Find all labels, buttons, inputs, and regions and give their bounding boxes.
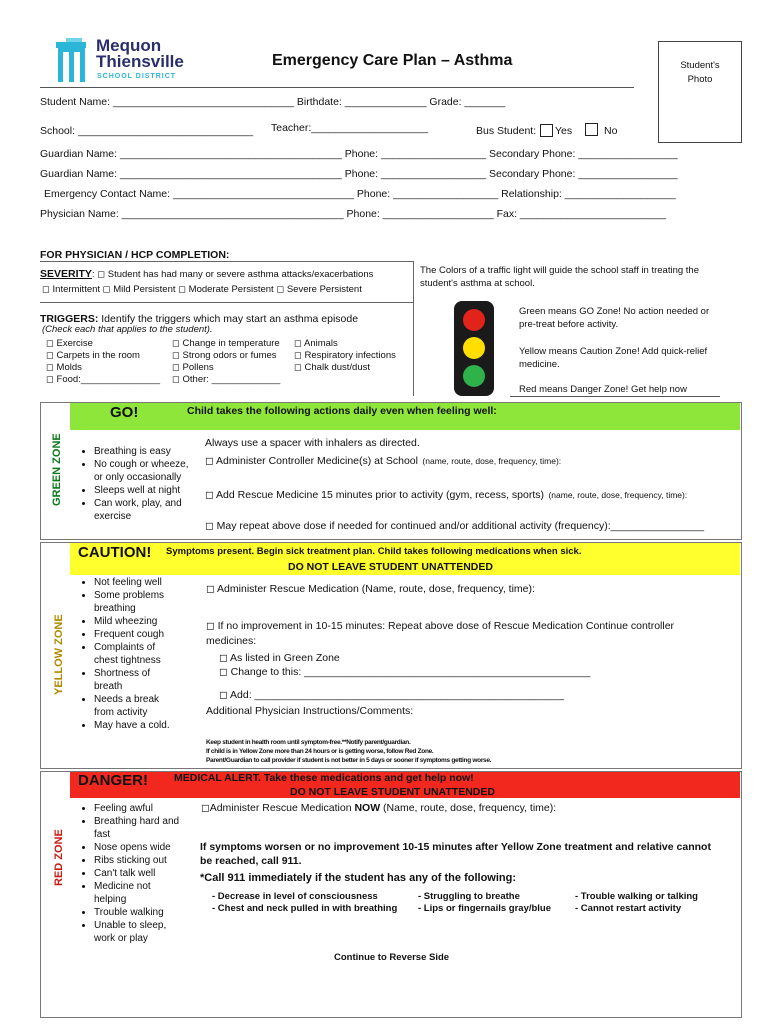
green-symptom-list (80, 445, 192, 523)
severity-text[interactable]: : ◻ Student has had many or severe asthma attacks/exacerbations (91, 269, 374, 280)
yellow-zone-title: CAUTION! (78, 544, 152, 561)
trigger-option[interactable]: ◻ Change in temperature (172, 338, 280, 349)
triggers-col-1 (46, 338, 160, 386)
traffic-red-text: Red means Danger Zone! Get help now (519, 384, 687, 395)
green-action-repeat[interactable]: ◻ May repeat above dose if needed for continued and/or additional activity (frequency):________________ (205, 520, 705, 532)
traffic-light-icon (454, 301, 494, 396)
trigger-option[interactable]: ◻ Animals (294, 338, 338, 349)
controller-note: (name, route, dose, frequency, time): (422, 456, 562, 466)
yellow-add-checkbox[interactable]: ◻ Add: _____________________________________________________ (219, 689, 565, 701)
trigger-option[interactable]: ◻ Food:_______________ (46, 374, 161, 385)
list-item: • Nose opens wide (94, 841, 185, 854)
list-item: • Can't talk well (94, 867, 185, 880)
list-item: • Breathing is easy (94, 445, 192, 458)
list-item: • Needs a break from activity (94, 693, 180, 719)
photo-label-1: Student's (680, 60, 720, 71)
bus-no-label: No (604, 125, 618, 137)
district-logo (52, 36, 192, 86)
list-item: • Some problems breathing (94, 589, 180, 615)
list-item: • Not feeling well (94, 576, 180, 589)
green-light (463, 365, 485, 387)
list-item: • Unable to sleep, work or play (94, 919, 185, 945)
yellow-zone-header-2: DO NOT LEAVE STUDENT UNATTENDED (288, 561, 493, 573)
list-item: • Complaints of chest tightness (94, 641, 180, 667)
triggers-note: (Check each that applies to the student). (42, 324, 213, 335)
triggers-text: Identify the triggers which may start an asthma episode (98, 313, 359, 325)
logo-subtitle: SCHOOL DISTRICT (97, 73, 177, 80)
red-signs-col-1 (212, 891, 397, 915)
logo-line-2: Thiensville (96, 52, 184, 71)
list-item: • Frequent cough (94, 628, 180, 641)
yellow-fine-2: If child is in Yellow Zone more than 24 hours or is getting worse, follow Red Zone. (206, 748, 434, 755)
bus-yes-checkbox[interactable] (540, 124, 553, 137)
list-item: • Shortness of breath (94, 667, 180, 693)
trigger-option[interactable]: ◻ Strong odors or fumes (172, 350, 277, 361)
trigger-option[interactable]: ◻ Pollens (172, 362, 214, 373)
red-call-911: *Call 911 immediately if the student has any of the following: (200, 872, 517, 884)
yellow-zone-label: YELLOW ZONE (53, 614, 65, 695)
yellow-symptom-list (80, 576, 180, 732)
emergency-sign: - Decrease in level of consciousness (212, 891, 378, 902)
yellow-zone-header-1: Symptoms present. Begin sick treatment plan. Child takes following medications when sick. (166, 546, 582, 557)
severity-options[interactable]: ◻ Intermittent ◻ Mild Persistent ◻ Moderate Persistent ◻ Severe Persistent (42, 284, 362, 295)
green-action-rescue (205, 485, 687, 503)
list-item: • No cough or wheeze, or only occasionally (94, 458, 192, 484)
triggers-col-2 (172, 338, 280, 386)
district-logo-mark-icon (52, 36, 90, 84)
guardian-1-line[interactable]: Guardian Name: ______________________________________ Phone: __________________ Secondary Phone: _________________ (40, 148, 678, 160)
green-action-spacer: Always use a spacer with inhalers as directed. (205, 437, 420, 449)
green-zone-header: Child takes the following actions daily even when feeling well: (187, 405, 497, 417)
yellow-repeat-checkbox[interactable]: ◻ If no improvement in 10-15 minutes: Repeat above dose of Rescue Medication Continue controller medicines: (206, 620, 675, 647)
trigger-option[interactable]: ◻ Carpets in the room (46, 350, 140, 361)
red-rescue-text-a: ◻Administer Rescue Medication (201, 802, 355, 814)
trigger-option[interactable]: ◻ Exercise (46, 338, 93, 349)
additional-instructions[interactable]: Additional Physician Instructions/Comments: (206, 705, 414, 717)
red-zone-header-1: MEDICAL ALERT. Take these medications and get help now! (174, 772, 474, 784)
photo-label-2: Photo (687, 74, 713, 85)
emergency-sign: - Chest and neck pulled in with breathing (212, 903, 398, 914)
red-signs-col-3 (575, 891, 698, 915)
red-rescue-now-checkbox[interactable] (201, 802, 556, 814)
yellow-light (463, 337, 485, 359)
teacher-line[interactable]: Teacher:____________________ (271, 122, 429, 134)
list-item: • Trouble walking (94, 906, 185, 919)
yellow-change-checkbox[interactable]: ◻ Change to this: _________________________________________________ (219, 666, 591, 678)
yellow-green-zone-checkbox[interactable]: ◻ As listed in Green Zone (219, 652, 340, 664)
rescue-note: (name, route, dose, frequency, time): (548, 490, 688, 500)
guardian-2-line[interactable]: Guardian Name: ______________________________________ Phone: __________________ Secondary Phone: _________________ (40, 168, 678, 180)
red-zone-title: DANGER! (78, 772, 148, 789)
physician-line[interactable]: Physician Name: ______________________________________ Phone: ___________________ Fax: _________________________ (40, 208, 666, 220)
list-item: • Medicine not helping (94, 880, 185, 906)
bus-student-label: Bus Student: (476, 125, 537, 137)
emergency-sign: - Cannot restart activity (575, 903, 682, 914)
continue-reverse: Continue to Reverse Side (334, 952, 450, 963)
list-item: • Ribs sticking out (94, 854, 185, 867)
list-item: • Can work, play, and exercise (94, 497, 192, 523)
physician-heading: FOR PHYSICIAN / HCP COMPLETION: (40, 249, 230, 261)
traffic-intro: The Colors of a traffic light will guide the school staff in treating the student's asthma at school. (420, 265, 699, 289)
traffic-yellow-text: Yellow means Caution Zone! Add quick-relief medicine. (519, 346, 708, 370)
green-action-controller (205, 451, 561, 469)
green-zone-title: GO! (110, 404, 139, 421)
student-photo-box[interactable] (658, 41, 742, 143)
trigger-option[interactable]: ◻ Respiratory infections (294, 350, 396, 361)
list-item: • May have a cold. (94, 719, 180, 732)
bus-no-checkbox[interactable] (585, 123, 598, 136)
yellow-fine-1: Keep student in health room until symptom-free.**Notify parent/guardian. (206, 739, 411, 746)
school-line[interactable]: School: ______________________________ (40, 125, 254, 137)
severity-label: SEVERITY (40, 268, 92, 280)
page-title: Emergency Care Plan – Asthma (272, 52, 513, 69)
list-item: • Mild wheezing (94, 615, 180, 628)
student-name-line[interactable]: Student Name: _______________________________ Birthdate: ______________ Grade: _______ (40, 96, 506, 108)
yellow-rescue-checkbox[interactable]: ◻ Administer Rescue Medication (Name, route, dose, frequency, time): (206, 583, 535, 595)
traffic-green-text: Green means GO Zone! No action needed or pre-treat before activity. (519, 306, 710, 330)
bus-yes-label: Yes (555, 125, 573, 137)
list-item: • Sleeps well at night (94, 484, 192, 497)
emergency-contact-line[interactable]: Emergency Contact Name: _______________________________ Phone: __________________ Relationship: ___________________ (44, 188, 676, 200)
red-zone-header-2: DO NOT LEAVE STUDENT UNATTENDED (290, 786, 495, 798)
red-symptom-list (80, 802, 185, 945)
yellow-fine-3: Parent/Guardian to call provider if student is not better in 5 days or sooner if symptoms getting worse. (206, 757, 492, 764)
severity-line (40, 264, 373, 282)
list-item: • Feeling awful (94, 802, 185, 815)
severity-divider (40, 302, 414, 303)
trigger-option[interactable]: ◻ Chalk dust/dust (294, 362, 371, 373)
red-zone-label: RED ZONE (53, 829, 65, 886)
pre-activity-rescue-checkbox[interactable]: ◻ Add Rescue Medicine 15 minutes prior to activity (gym, recess, sports) (205, 489, 545, 501)
green-zone-label: GREEN ZONE (51, 433, 63, 506)
emergency-sign: - Trouble walking or talking (575, 891, 698, 902)
red-rescue-text-c: (Name, route, dose, frequency, time): (380, 802, 557, 814)
triggers-col-3 (294, 338, 396, 374)
controller-medicine-checkbox[interactable]: ◻ Administer Controller Medicine(s) at School (205, 455, 418, 467)
red-worsen-text: If symptoms worsen or no improvement 10-15 minutes after Yellow Zone treatment and relative cannot be reached, call 911. (200, 841, 711, 867)
list-item: • Breathing hard and fast (94, 815, 185, 841)
triggers-label: TRIGGERS: (40, 313, 99, 325)
trigger-option[interactable]: ◻ Other: _____________ (172, 374, 281, 385)
logo-line-1: Mequon (96, 36, 162, 55)
red-rescue-now: NOW (354, 802, 381, 814)
trigger-option[interactable]: ◻ Molds (46, 362, 82, 373)
traffic-underline (510, 396, 720, 397)
red-signs-col-2 (418, 891, 551, 915)
title-rule (40, 87, 634, 88)
emergency-sign: - Struggling to breathe (418, 891, 520, 902)
emergency-sign: - Lips or fingernails gray/blue (418, 903, 552, 914)
red-light (463, 309, 485, 331)
